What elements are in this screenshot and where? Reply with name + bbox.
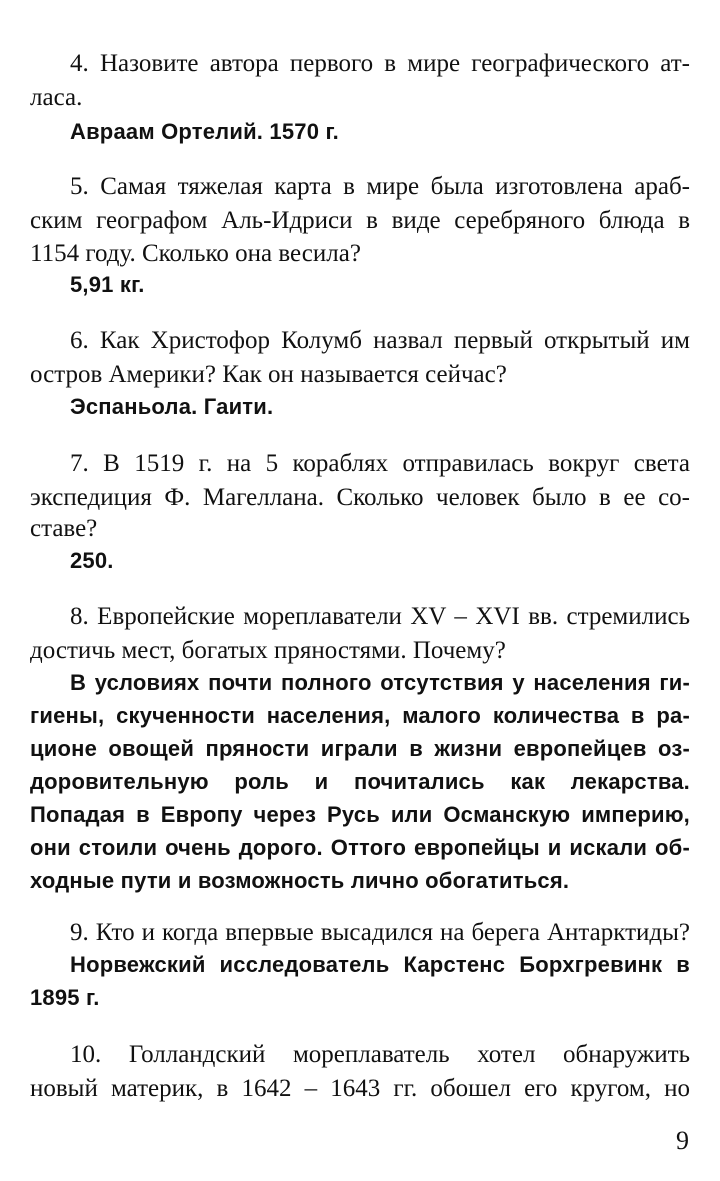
answer-9-line-1: Норвежский исследователь Карстенс Борхгревинк в — [70, 952, 690, 977]
question-7-line-2: экспедиция Ф. Магеллана. Сколько человек было в ее со- — [30, 484, 690, 511]
question-6-line-1: 6. Как Христофор Колумб назвал первый открытый им — [70, 327, 690, 354]
answer-4: Авраам Ортелий. 1570 г. — [70, 119, 339, 144]
question-8-line-1: 8. Европейские мореплаватели XV – XVI вв. стремились — [70, 603, 690, 630]
question-6-line-2: остров Америки? Как он называется сейчас? — [30, 361, 507, 388]
answer-8-line-4: доровительную роль и почитались как лекарства. — [30, 769, 690, 794]
answer-8-line-6: они стоили очень дорого. Оттого европейцы и искали об- — [30, 835, 690, 860]
question-5-line-2: ским географом Аль-Идриси в виде серебряного блюда в — [30, 207, 690, 234]
question-10-line-1: 10. Голландский мореплаватель хотел обнаружить — [70, 1041, 690, 1068]
answer-8-line-7: ходные пути и возможность лично обогатиться. — [30, 868, 570, 893]
question-5-line-3: 1154 году. Сколько она весила? — [30, 240, 361, 267]
answer-9-line-2: 1895 г. — [30, 985, 100, 1010]
question-4-line-1: 4. Назовите автора первого в мире географического ат- — [70, 50, 690, 77]
question-7-line-1: 7. В 1519 г. на 5 кораблях отправилась вокруг света — [70, 450, 690, 477]
question-7-line-3: ставе? — [30, 515, 98, 542]
page-number: 9 — [676, 1126, 689, 1155]
question-9-line-1: 9. Кто и когда впервые высадился на берега Антарктиды? — [70, 919, 690, 946]
answer-5: 5,91 кг. — [70, 272, 145, 297]
answer-8-line-5: Попадая в Европу через Русь или Османскую империю, — [30, 802, 690, 827]
answer-6: Эспаньола. Гаити. — [70, 394, 274, 419]
question-10-line-2: новый материк, в 1642 – 1643 гг. обошел его кругом, но — [30, 1075, 690, 1102]
question-4-line-2: ласа. — [30, 84, 83, 111]
answer-8-line-2: гиены, скученности населения, малого количества в ра- — [30, 703, 690, 728]
answer-8-line-1: В условиях почти полного отсутствия у населения ги- — [70, 670, 690, 695]
answer-7: 250. — [70, 548, 114, 573]
question-5-line-1: 5. Самая тяжелая карта в мире была изготовлена араб- — [70, 173, 690, 200]
question-8-line-2: достичь мест, богатых пряностями. Почему? — [30, 637, 506, 664]
answer-8-line-3: ционе овощей пряности играли в жизни европейцев оз- — [30, 736, 690, 761]
